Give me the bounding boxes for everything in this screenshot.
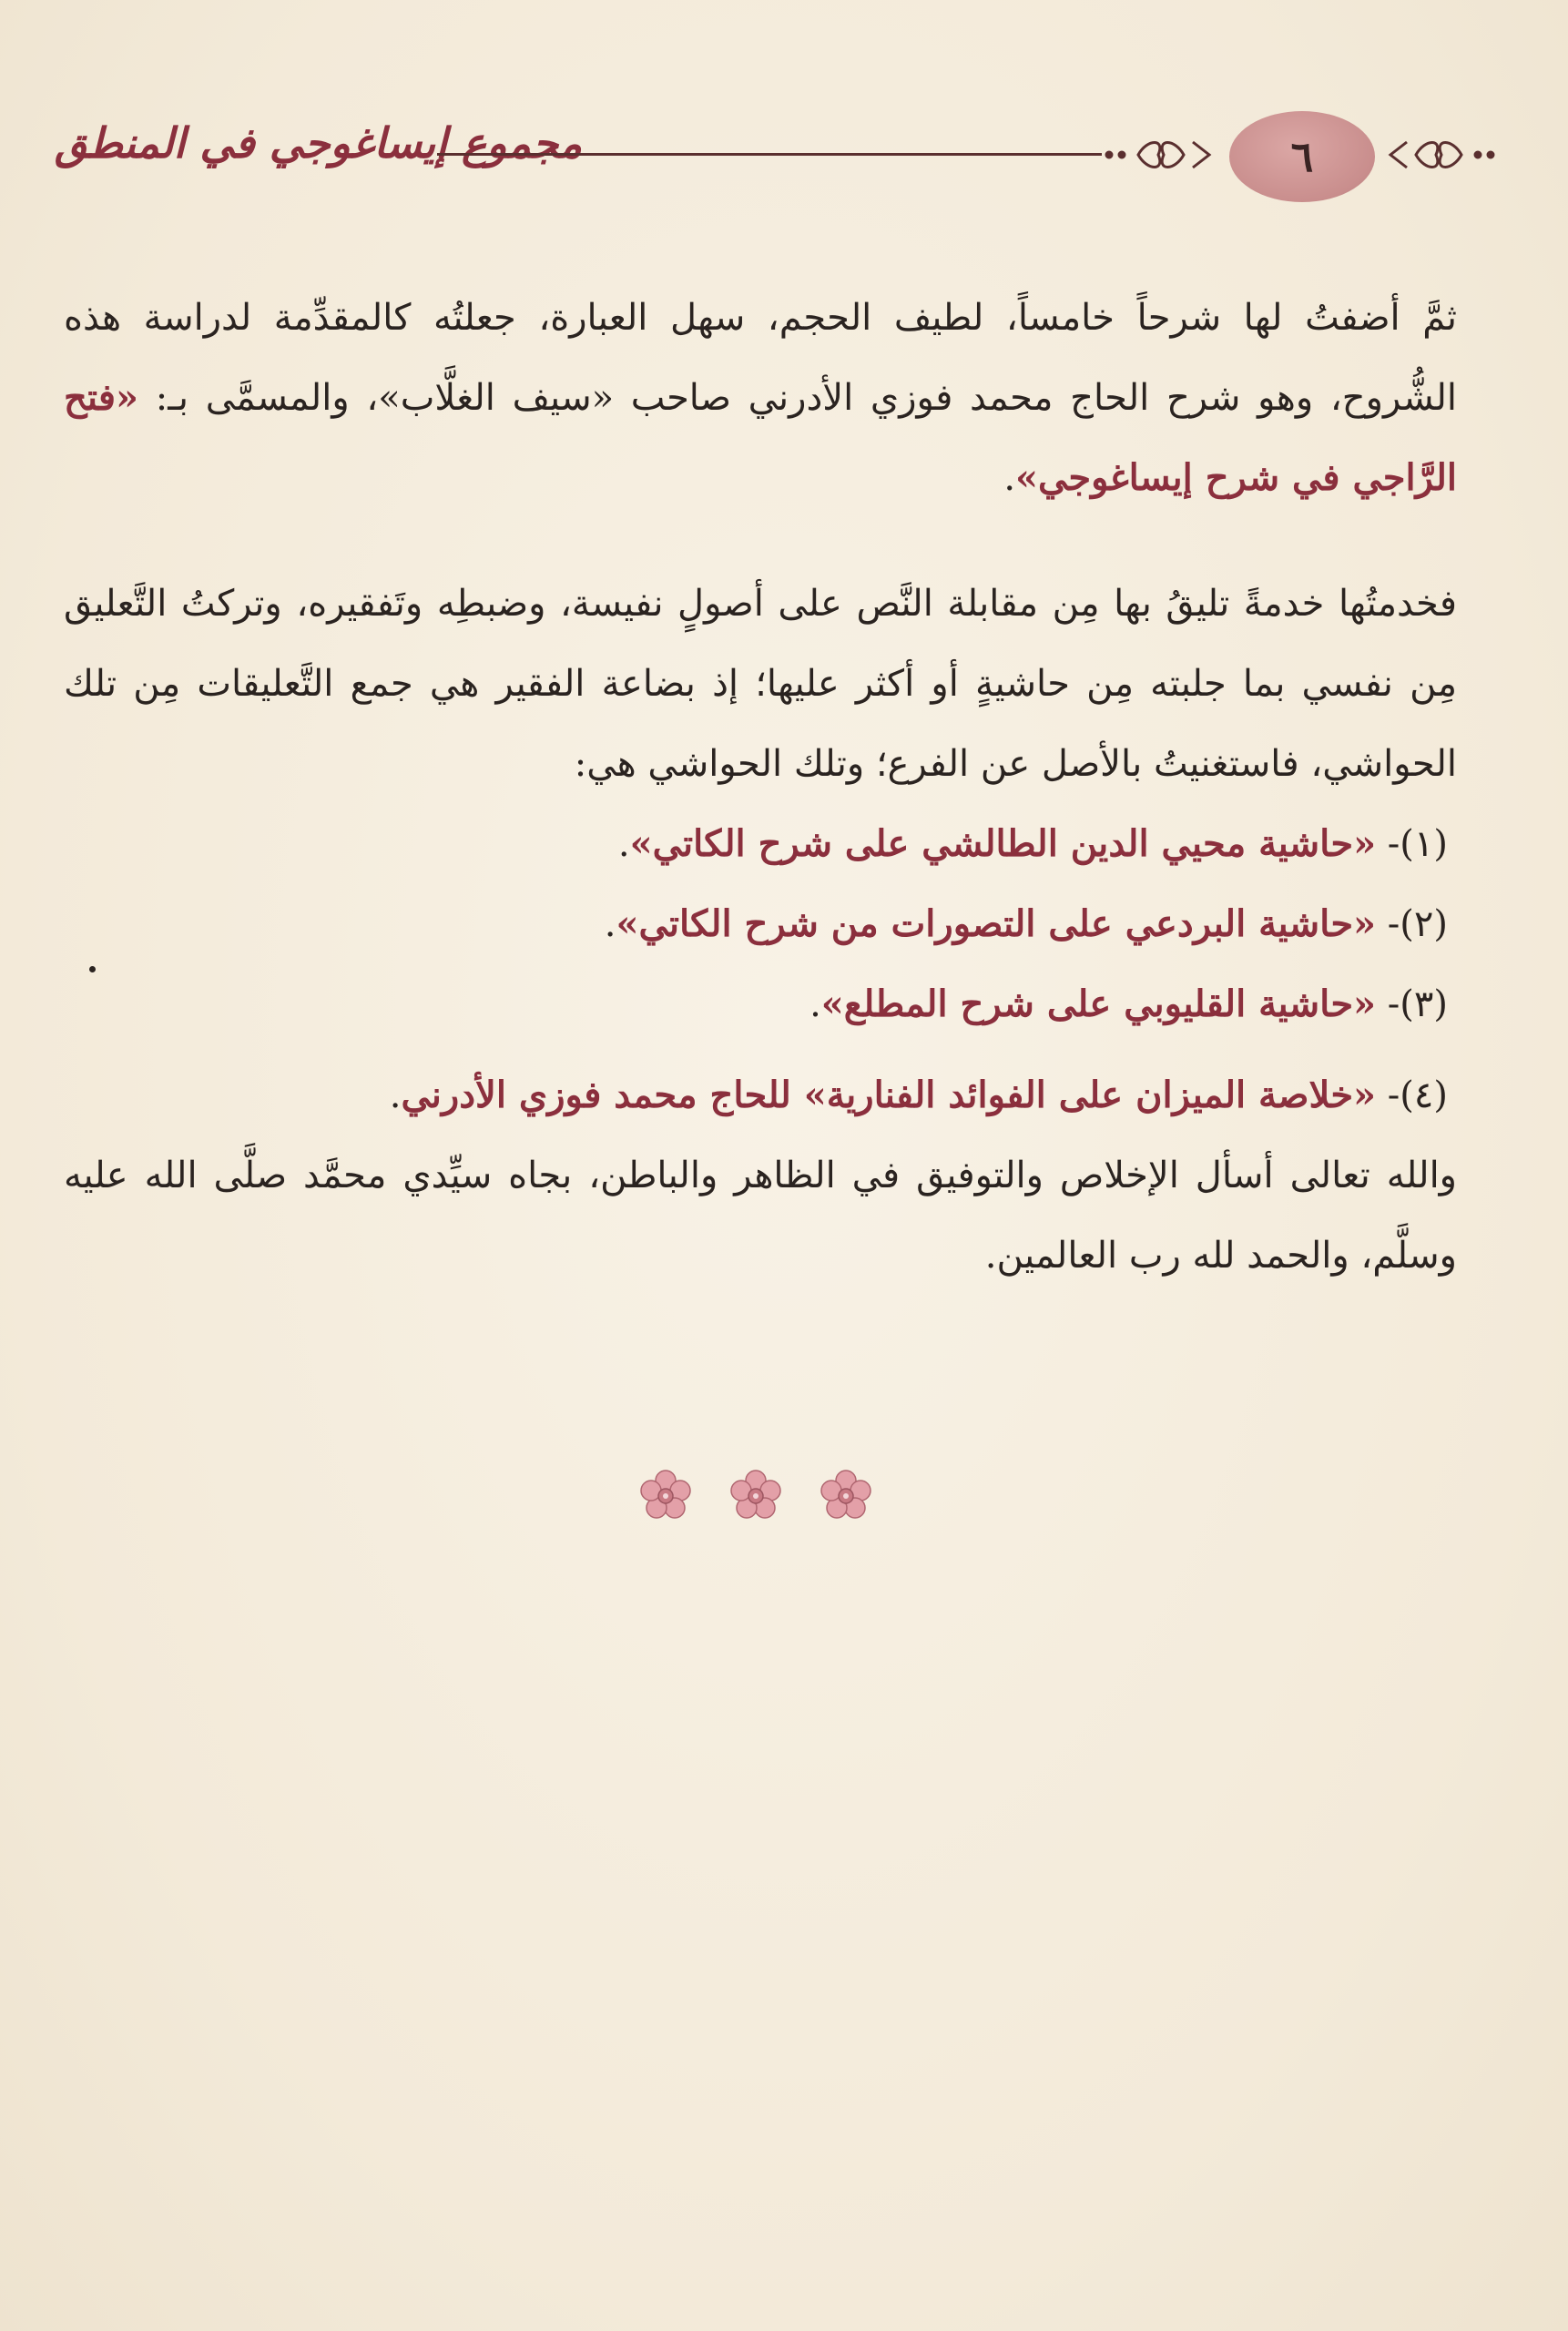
- page-number: ٦: [1290, 132, 1314, 181]
- book-title: «حاشية البردعي على التصورات من شرح الكاتي»: [616, 902, 1377, 945]
- heart-scroll-ornament-icon: [1380, 129, 1498, 180]
- running-title: مجموع إيساغوجي في المنطق: [55, 118, 583, 168]
- page-number-badge: [1229, 111, 1375, 202]
- header-rule: [437, 153, 1102, 156]
- paragraph-service: [64, 564, 1457, 804]
- flower-divider: [637, 1468, 874, 1532]
- pink-flower-icon: [728, 1468, 784, 1524]
- punctuation: .: [389, 1074, 402, 1116]
- list-item: [64, 804, 1457, 884]
- heart-scroll-ornament-icon: [1102, 129, 1220, 180]
- page-body: [64, 278, 1457, 1296]
- book-title: «فتح الرَّاجي في شرح إيساغوجي»: [64, 376, 1457, 499]
- punctuation: .: [617, 823, 630, 865]
- punctuation: .: [809, 983, 821, 1025]
- book-title: «خلاصة الميزان على الفوائد الفنارية» للحاج محمد فوزي الأدرني: [401, 1074, 1377, 1116]
- list-number: (٤)-: [1376, 1074, 1448, 1116]
- paragraph-text: والله تعالى أسأل الإخلاص والتوفيق في الظاهر والباطن، بجاه سيِّدي محمَّد صلَّى الله عليه وسلَّم، والحمد لله رب العالمين.: [64, 1155, 1457, 1277]
- list-number: (٢)-: [1376, 903, 1448, 945]
- list-number: (١)-: [1376, 823, 1448, 865]
- list-item: [64, 1055, 1457, 1135]
- punctuation: .: [1003, 457, 1016, 499]
- paragraph-text: فخدمتُها خدمةً تليقُ بها مِن مقابلة النَّص على أصولٍ نفيسة، وضبطِه وتَفقيره، وتركتُ التَّعليق مِن نفسي بما جلبته مِن حاشيةٍ أو أكثر عليها؛ إذ بضاعة الفقير هي جمع التَّعليقات مِن تلك الحواشي، فاستغنيتُ بالأصل عن الفرع؛ وتلك الحواشي هي:: [64, 583, 1457, 785]
- list-item: [64, 964, 1457, 1044]
- list-item: [64, 884, 1457, 964]
- page-header: [55, 109, 1512, 209]
- paragraph-closing: [64, 1135, 1457, 1296]
- list-number: (٣)-: [1376, 983, 1448, 1025]
- paragraph-intro: [64, 278, 1457, 518]
- stray-dot: [89, 966, 96, 972]
- pink-flower-icon: [818, 1468, 874, 1524]
- punctuation: .: [604, 903, 616, 945]
- paragraph-text: ثمَّ أضفتُ لها شرحاً خامساً، لطيف الحجم، سهل العبارة، جعلتُه كالمقدِّمة لدراسة هذه الشُّروح، وهو شرح الحاج محمد فوزي الأدرني صاحب «سيف الغلَّاب»، والمسمَّى بـ:: [64, 297, 1457, 419]
- book-title: «حاشية القليوبي على شرح المطلع»: [820, 982, 1377, 1025]
- pink-flower-icon: [637, 1468, 694, 1524]
- book-title: «حاشية محيي الدين الطالشي على شرح الكاتي»: [629, 822, 1377, 865]
